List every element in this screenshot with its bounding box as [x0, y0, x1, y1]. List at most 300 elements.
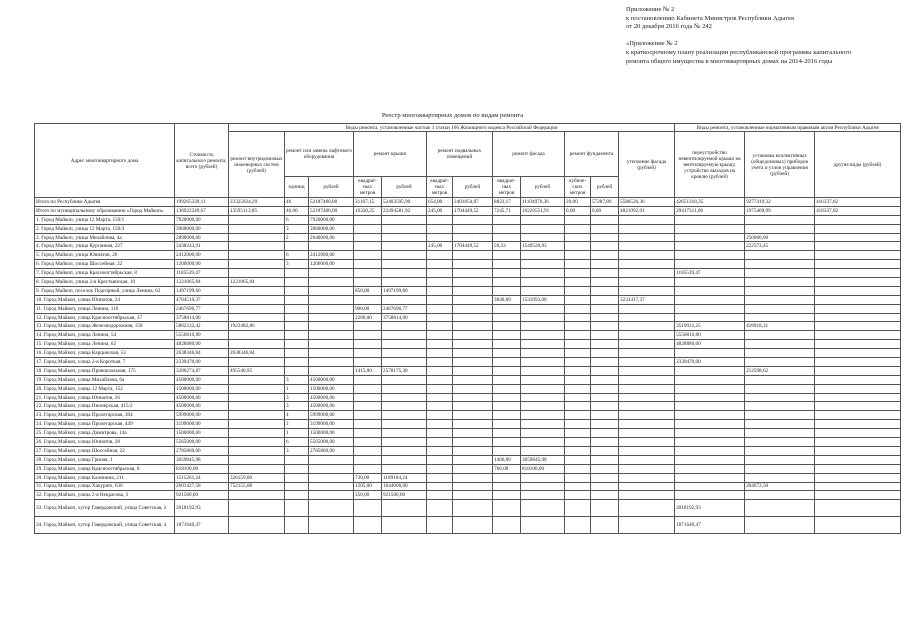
table-cell	[591, 517, 619, 534]
cell-address: 33. Город Майкоп, хутор Гавердовский, улица Советская, 2	[35, 500, 175, 517]
table-cell: 921580,00	[175, 491, 229, 500]
table-cell	[815, 517, 901, 534]
table-cell	[619, 393, 675, 402]
document-header	[626, 6, 851, 66]
table-cell	[565, 269, 591, 278]
col-insulation: утепление фасада (рублей)	[619, 132, 675, 198]
table-cell	[285, 349, 309, 358]
table-cell	[591, 278, 619, 287]
table-cell: 326159,00	[229, 473, 285, 482]
table-cell	[382, 260, 427, 269]
table-cell: 3286274,87	[175, 366, 229, 375]
table-cell	[591, 411, 619, 420]
table-cell	[229, 260, 285, 269]
table-cell: 52187460,00	[309, 198, 354, 207]
table-cell	[745, 278, 815, 287]
table-cell	[285, 464, 309, 473]
table-row	[35, 340, 901, 349]
table-cell	[427, 251, 453, 260]
table-cell: 818100,00	[175, 464, 229, 473]
table-row	[35, 438, 901, 447]
col-cost: Стоимость капитального ремонта, всего (рублей)	[175, 124, 229, 198]
table-cell	[285, 491, 309, 500]
table-cell	[521, 375, 565, 384]
table-cell	[285, 331, 309, 340]
table-cell	[619, 260, 675, 269]
table-cell: 1975469,99	[745, 206, 815, 215]
header-line: ремонта общего имущества в многоквартирных домах на 2014-2016 годы	[626, 57, 833, 65]
table-row	[35, 269, 901, 278]
table-cell: 3960000,00	[175, 224, 229, 233]
table-cell	[591, 420, 619, 429]
table-cell	[675, 215, 745, 224]
cell-address: 8. Город Майкоп, улица 2-я Крестьянская, 10	[35, 278, 175, 287]
table-cell	[453, 411, 493, 420]
sub-sqm: квадрат-ных метров	[354, 177, 382, 198]
table-cell	[309, 517, 354, 534]
col-other: другие виды (рублей)	[815, 132, 901, 198]
table-cell	[309, 313, 354, 322]
table-cell	[229, 393, 285, 402]
table-cell	[815, 278, 901, 287]
cell-address: 14. Город Майкоп, улица Ленина, 54	[35, 331, 175, 340]
cell-address: 21. Город Майкоп, улица Юннатов, 26	[35, 393, 175, 402]
table-cell	[309, 322, 354, 331]
table-cell: 3233417,37	[619, 295, 675, 304]
table-cell	[815, 500, 901, 517]
table-cell	[815, 313, 901, 322]
table-cell	[521, 517, 565, 534]
table-cell	[745, 375, 815, 384]
table-cell: 250000,00	[745, 233, 815, 242]
table-row	[35, 429, 901, 438]
table-cell	[427, 411, 453, 420]
table-cell	[427, 224, 453, 233]
table-cell	[453, 482, 493, 491]
table-cell: 2640000,00	[309, 233, 354, 242]
table-cell	[229, 464, 285, 473]
table-cell	[229, 313, 285, 322]
table-cell	[521, 278, 565, 287]
table-cell	[229, 215, 285, 224]
table-cell	[453, 215, 493, 224]
table-cell	[745, 402, 815, 411]
table-cell	[229, 331, 285, 340]
cell-address: 17. Город Майкоп, улица 2-я Короткая, 7	[35, 358, 175, 367]
table-cell	[815, 366, 901, 375]
table-cell	[382, 295, 427, 304]
table-cell	[427, 260, 453, 269]
table-cell	[427, 233, 453, 242]
table-cell: 2	[285, 233, 309, 242]
table-cell	[619, 224, 675, 233]
table-cell	[427, 517, 453, 534]
table-cell: 4500000,00	[309, 402, 354, 411]
table-cell	[309, 304, 354, 313]
table-cell	[229, 411, 285, 420]
table-cell	[382, 500, 427, 517]
table-cell	[815, 286, 901, 295]
table-cell	[745, 455, 815, 464]
table-cell: 204672,50	[745, 482, 815, 491]
table-cell: 222373,45	[745, 242, 815, 251]
table-cell	[309, 464, 354, 473]
table-cell	[309, 340, 354, 349]
cell-address: 13. Город Майкоп, улица Железнодорожная, 158	[35, 322, 175, 331]
table-cell	[745, 429, 815, 438]
table-cell	[229, 429, 285, 438]
table-cell: 50,33	[493, 242, 521, 251]
table-cell: 2339470,00	[175, 358, 229, 367]
table-cell	[565, 366, 591, 375]
col-meters: установка коллективных (общедомовых) приборов учета и узлов управления (рублей)	[745, 132, 815, 198]
table-cell: 2339470,00	[675, 358, 745, 367]
table-cell: 3758814,00	[175, 313, 229, 322]
table-cell	[285, 455, 309, 464]
table-row	[35, 251, 901, 260]
table-cell: 730,00	[354, 473, 382, 482]
table-cell	[675, 375, 745, 384]
table-cell: 3	[285, 260, 309, 269]
table-cell: 4828880,00	[175, 340, 229, 349]
table-cell	[815, 473, 901, 482]
table-cell	[521, 322, 565, 331]
table-cell	[453, 313, 493, 322]
table-cell	[745, 340, 815, 349]
table-cell	[591, 366, 619, 375]
table-cell	[427, 322, 453, 331]
table-cell	[521, 402, 565, 411]
register-table	[34, 123, 901, 534]
table-cell	[382, 411, 427, 420]
table-cell	[591, 384, 619, 393]
table-cell	[745, 393, 815, 402]
table-cell	[675, 349, 745, 358]
table-cell: 1206000,00	[309, 260, 354, 269]
table-cell	[453, 295, 493, 304]
table-cell	[591, 313, 619, 322]
table-cell	[453, 429, 493, 438]
table-cell	[521, 411, 565, 420]
table-cell	[382, 322, 427, 331]
table-cell	[565, 358, 591, 367]
sub-units: единиц	[285, 177, 309, 198]
table-cell: 42651318,35	[675, 198, 745, 207]
table-cell	[427, 393, 453, 402]
table-cell	[591, 393, 619, 402]
table-cell	[493, 313, 521, 322]
table-cell	[285, 473, 309, 482]
table-cell	[453, 304, 493, 313]
table-cell	[521, 269, 565, 278]
table-cell	[309, 286, 354, 295]
table-cell	[493, 331, 521, 340]
table-cell	[382, 429, 427, 438]
table-cell	[619, 491, 675, 500]
table-cell: 495540,95	[229, 366, 285, 375]
table-cell: 1644600,00	[382, 482, 427, 491]
table-cell	[453, 420, 493, 429]
table-row	[35, 331, 901, 340]
table-cell	[453, 393, 493, 402]
table-cell	[619, 366, 675, 375]
table-cell	[229, 251, 285, 260]
table-cell: 52187460,00	[309, 206, 354, 215]
table-cell	[229, 491, 285, 500]
register-title: Реестр многоквартирных домов по видам ремонта	[381, 112, 524, 119]
sub-rub: рублей	[521, 177, 565, 198]
table-cell: 921580,00	[382, 491, 427, 500]
table-cell	[745, 420, 815, 429]
table-cell	[354, 393, 382, 402]
table-cell	[285, 295, 309, 304]
col-address: Адрес многоквартирного дома	[35, 124, 175, 198]
table-cell	[427, 402, 453, 411]
table-cell	[427, 455, 453, 464]
cell-address: 4. Город Майкоп, улица Курганная, 227	[35, 242, 175, 251]
cell-address: 26. Город Майкоп, улица Юннатов, 28	[35, 438, 175, 447]
cell-address: 11. Город Майкоп, улица Ленина, 116	[35, 304, 175, 313]
table-row	[35, 375, 901, 384]
table-cell	[619, 438, 675, 447]
table-cell	[745, 438, 815, 447]
table-cell: 22494581,92	[382, 206, 427, 215]
table-cell	[675, 260, 745, 269]
table-cell	[309, 366, 354, 375]
table-cell	[675, 464, 745, 473]
cell-address: Итого по муниципальному образованию «Город Майкоп»	[35, 206, 175, 215]
table-cell	[591, 349, 619, 358]
table-cell	[745, 517, 815, 534]
table-cell	[591, 473, 619, 482]
table-cell	[619, 251, 675, 260]
table-cell	[453, 251, 493, 260]
table-cell	[493, 482, 521, 491]
table-cell	[427, 464, 453, 473]
table-cell: 9277419,32	[745, 198, 815, 207]
table-cell: 1515261,24	[175, 473, 229, 482]
table-row	[35, 491, 901, 500]
table-cell	[745, 331, 815, 340]
table-cell	[745, 304, 815, 313]
table-cell	[493, 251, 521, 260]
table-cell	[229, 295, 285, 304]
cell-address: 5. Город Майкоп, улица Юннатов, 26	[35, 251, 175, 260]
table-cell	[427, 446, 453, 455]
table-cell	[591, 455, 619, 464]
table-cell	[354, 375, 382, 384]
table-row	[35, 366, 901, 375]
table-row	[35, 420, 901, 429]
table-cell	[354, 438, 382, 447]
table-cell: 136922249,67	[175, 206, 229, 215]
table-cell	[453, 331, 493, 340]
table-row	[35, 224, 901, 233]
table-cell: 766,00	[493, 464, 521, 473]
table-cell	[565, 500, 591, 517]
table-cell	[229, 233, 285, 242]
table-row	[35, 455, 901, 464]
table-cell	[619, 233, 675, 242]
table-cell	[815, 438, 901, 447]
table-cell: 752155,08	[229, 482, 285, 491]
table-cell: 1549520,93	[521, 242, 565, 251]
table-cell: 1704449,52	[453, 206, 493, 215]
table-cell	[565, 420, 591, 429]
table-cell	[745, 500, 815, 517]
table-cell	[521, 304, 565, 313]
table-cell	[565, 278, 591, 287]
table-cell	[675, 295, 745, 304]
table-cell	[285, 322, 309, 331]
table-cell	[354, 384, 382, 393]
table-cell	[309, 482, 354, 491]
table-cell	[493, 286, 521, 295]
table-cell: 5586526,36	[619, 198, 675, 207]
table-cell	[427, 340, 453, 349]
table-cell: 3	[285, 224, 309, 233]
table-cell	[565, 473, 591, 482]
table-cell	[427, 473, 453, 482]
table-cell	[591, 251, 619, 260]
col-roof: ремонт крыши	[354, 132, 427, 177]
table-cell: 199265339,11	[175, 198, 229, 207]
table-cell	[815, 482, 901, 491]
table-cell	[591, 304, 619, 313]
group-regional: Виды ремонта, установленные нормативным правовым актом Республики Адыгея	[675, 124, 901, 132]
table-row	[35, 198, 901, 207]
table-cell: 3199000,00	[175, 420, 229, 429]
cell-address: 23. Город Майкоп, улица Пролетарская, 304	[35, 411, 175, 420]
table-cell	[619, 500, 675, 517]
table-cell	[354, 411, 382, 420]
table-cell	[453, 269, 493, 278]
table-row	[35, 402, 901, 411]
header-line: «Приложение № 2	[626, 40, 678, 48]
table-cell: 1871640,47	[175, 517, 229, 534]
table-cell	[354, 517, 382, 534]
table-cell	[427, 366, 453, 375]
table-cell	[453, 349, 493, 358]
table-cell	[565, 295, 591, 304]
table-cell: 2890000,00	[175, 233, 229, 242]
table-cell	[309, 295, 354, 304]
table-cell	[493, 402, 521, 411]
table-cell	[354, 349, 382, 358]
table-cell	[354, 429, 382, 438]
table-cell: 2412000,00	[175, 251, 229, 260]
table-cell: 0,00	[565, 206, 591, 215]
table-cell	[565, 349, 591, 358]
table-cell	[815, 349, 901, 358]
col-engineering: ремонт внутридомовых инженерных систем (рублей)	[229, 132, 285, 198]
sub-rub: рублей	[453, 177, 493, 198]
table-cell	[285, 286, 309, 295]
table-cell	[229, 420, 285, 429]
table-cell: 0,00	[591, 206, 619, 215]
table-cell	[815, 340, 901, 349]
table-cell	[745, 491, 815, 500]
table-cell	[382, 384, 427, 393]
table-cell: 46	[285, 198, 309, 207]
table-cell	[565, 491, 591, 500]
table-cell	[619, 313, 675, 322]
table-cell	[453, 491, 493, 500]
table-cell: 1923482,86	[229, 322, 285, 331]
table-cell	[453, 384, 493, 393]
table-cell	[745, 384, 815, 393]
table-cell	[521, 482, 565, 491]
table-cell	[521, 393, 565, 402]
table-cell: 1497199,60	[175, 286, 229, 295]
cell-address: 6. Город Майкоп, улица Шоссейная, 22	[35, 260, 175, 269]
cell-address: 3. Город Майкоп, улица Михайлова, 4а	[35, 233, 175, 242]
table-cell: 900,00	[354, 304, 382, 313]
header-line: от 20 декабря 2016 года № 242	[626, 23, 712, 31]
table-cell	[565, 375, 591, 384]
table-cell: 7920000,00	[309, 215, 354, 224]
table-cell	[309, 278, 354, 287]
table-cell	[229, 402, 285, 411]
table-cell	[427, 215, 453, 224]
table-cell	[493, 224, 521, 233]
table-cell	[493, 420, 521, 429]
table-cell	[453, 446, 493, 455]
table-cell	[815, 233, 901, 242]
table-cell	[619, 358, 675, 367]
table-cell	[382, 269, 427, 278]
table-cell	[229, 286, 285, 295]
table-cell	[493, 473, 521, 482]
table-cell	[309, 455, 354, 464]
table-cell	[493, 260, 521, 269]
cell-address: Итого по Республике Адыгея	[35, 198, 175, 207]
table-cell	[619, 446, 675, 455]
table-cell: 3059845,98	[175, 455, 229, 464]
table-row	[35, 393, 901, 402]
table-cell	[309, 500, 354, 517]
table-cell	[619, 482, 675, 491]
table-cell	[521, 384, 565, 393]
table-cell	[565, 322, 591, 331]
table-cell	[675, 384, 745, 393]
table-cell	[453, 340, 493, 349]
cell-address: 20. Город Майкоп, улица 12 Марта, 152	[35, 384, 175, 393]
table-cell	[453, 366, 493, 375]
table-cell: 3199000,00	[309, 420, 354, 429]
table-cell	[745, 295, 815, 304]
table-cell	[591, 233, 619, 242]
table-cell	[815, 224, 901, 233]
table-cell	[229, 340, 285, 349]
table-cell	[675, 446, 745, 455]
table-cell: 1221065,84	[175, 278, 229, 287]
table-cell	[521, 233, 565, 242]
table-cell	[619, 322, 675, 331]
table-cell: 4500000,00	[175, 375, 229, 384]
table-cell	[565, 464, 591, 473]
table-cell	[229, 438, 285, 447]
table-cell	[309, 473, 354, 482]
table-cell	[521, 340, 565, 349]
table-cell	[493, 375, 521, 384]
table-cell: 1497199,60	[382, 286, 427, 295]
table-cell	[675, 393, 745, 402]
table-cell	[521, 313, 565, 322]
table-cell: 1871640,47	[675, 517, 745, 534]
table-cell	[354, 358, 382, 367]
table-cell: 2401854,87	[453, 198, 493, 207]
